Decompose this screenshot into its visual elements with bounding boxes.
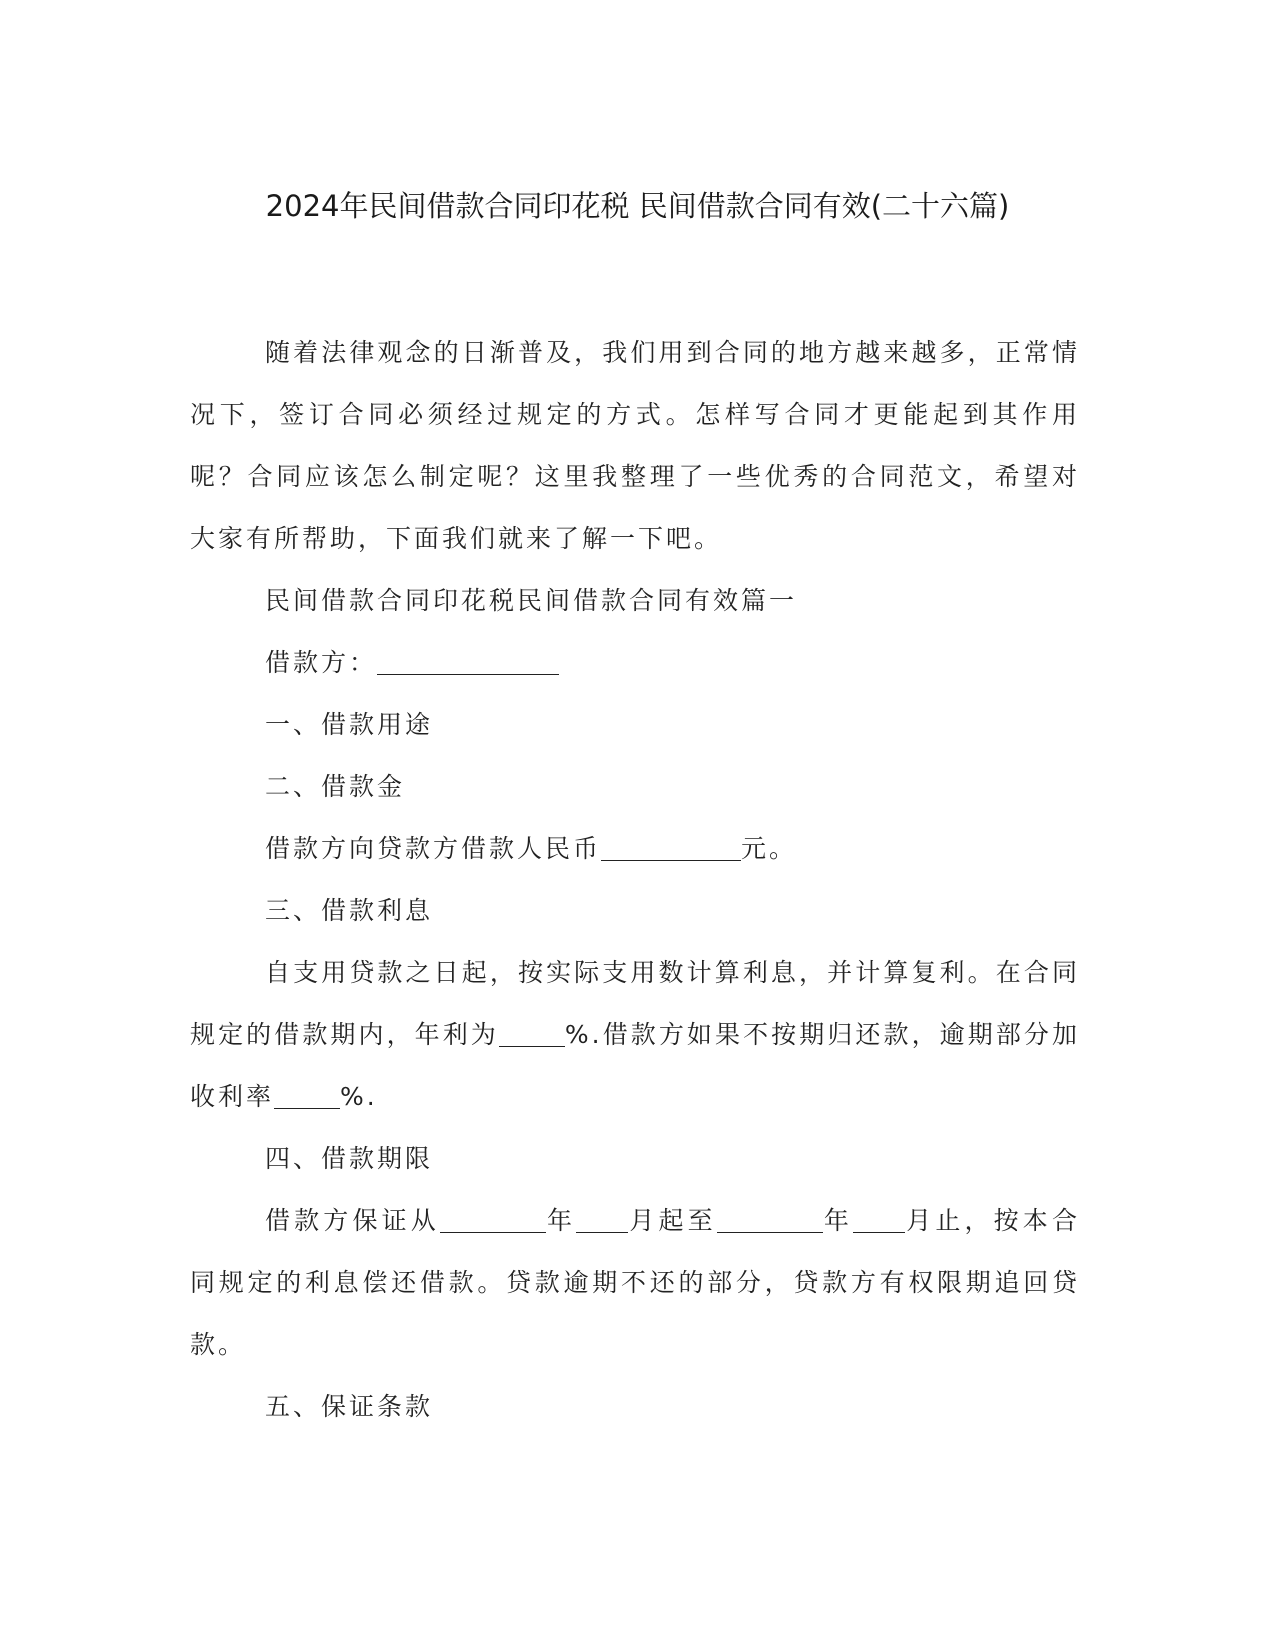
clause-3-text-b: %.借款方如果不按期归还款，逾期部分加收利率	[190, 1020, 1080, 1111]
clause-4-text-b: 年	[545, 1206, 577, 1235]
clause-4-text-a: 借款方保证从	[265, 1206, 440, 1235]
loan-amount-blank	[601, 834, 741, 861]
overdue-rate-blank	[274, 1082, 340, 1109]
borrower-label: 借款方：	[265, 648, 378, 677]
borrower-blank	[377, 648, 559, 675]
clause-1-heading: 一、借款用途	[265, 710, 434, 739]
clause-4-text-e: 月止，按本合同规定的利息偿还借款。贷款逾期不还的部分，贷款方有权限期追回贷款。	[190, 1206, 1080, 1359]
clause-3-text	[190, 942, 1080, 1128]
intro-paragraph: 随着法律观念的日渐普及，我们用到合同的地方越来越多，正常情况下，签订合同必须经过规定的方式。怎样写合同才更能起到其作用呢？合同应该怎么制定呢？这里我整理了一些优秀的合同范文，希望对大家有所帮助，下面我们就来了解一下吧。	[190, 338, 1080, 553]
end-month-blank	[853, 1206, 905, 1233]
clause-3-heading: 三、借款利息	[265, 896, 434, 925]
clause-4-text-c: 月起至	[628, 1206, 717, 1235]
clause-4-text	[190, 1190, 1080, 1376]
clause-4-heading: 四、借款期限	[265, 1144, 434, 1173]
clause-5-heading: 五、保证条款	[265, 1392, 434, 1421]
section-heading: 民间借款合同印花税民间借款合同有效篇一	[265, 586, 798, 615]
document-title: 2024年民间借款合同印花税 民间借款合同有效(二十六篇)	[265, 189, 1010, 223]
clause-3-text-a: 自支用贷款之日起，按实际支用数计算利息，并计算复利。在合同规定的借款期内，年利为	[190, 958, 1080, 1049]
clause-2-heading: 二、借款金	[265, 772, 406, 801]
start-month-blank	[576, 1206, 628, 1233]
clause-3-text-c: %.	[340, 1082, 378, 1111]
start-year-blank	[440, 1206, 546, 1233]
borrower-line	[190, 632, 1080, 694]
end-year-blank	[717, 1206, 823, 1233]
annual-rate-blank	[499, 1020, 565, 1047]
clause-2-text-a: 借款方向贷款方借款人民币	[265, 834, 602, 863]
clause-4-text-d: 年	[822, 1206, 854, 1235]
document-body	[190, 322, 1080, 1438]
clause-2-text-b: 元。	[741, 834, 798, 863]
clause-2-text	[190, 818, 1080, 880]
